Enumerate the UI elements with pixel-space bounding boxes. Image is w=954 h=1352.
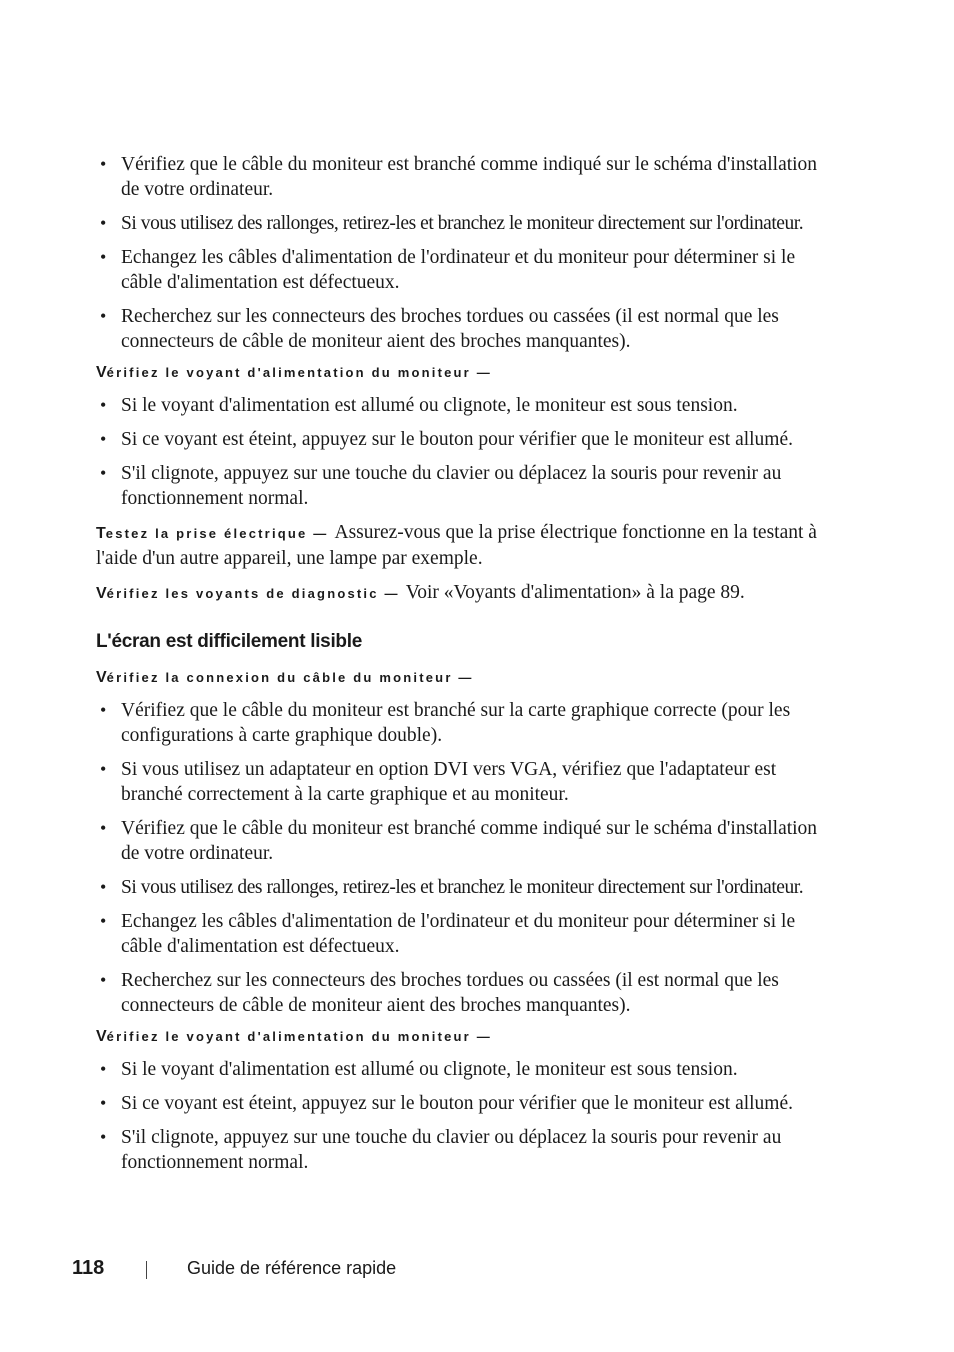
list-item: • Si vous utilisez des rallonges, retirez-les et branchez le moniteur directement sur l'ordinateur. — [96, 875, 831, 900]
list-item: • Recherchez sur les connecteurs des broches tordues ou cassées (il est normal que les connecteurs de câble de moniteur aient des broches manquantes). — [96, 968, 831, 1018]
list-item: • Vérifiez que le câble du moniteur est branché sur la carte graphique correcte (pour les configurations à carte graphique double). — [96, 698, 831, 748]
section-heading: L'écran est difficilement lisible — [96, 631, 362, 652]
page-number: 118 — [72, 1257, 105, 1279]
list-item: • Si le voyant d'alimentation est allumé ou clignote, le moniteur est sous tension. — [96, 393, 831, 418]
bullet-list-cable-connection — [96, 698, 831, 1018]
list-item: • S'il clignote, appuyez sur une touche du clavier ou déplacez la souris pour revenir au fonctionnement normal. — [96, 461, 831, 511]
subheading-outlet: Testez la prise électrique — — [96, 525, 329, 542]
diagnostic-link-text: Voir «Voyants d'alimentation» à la page 89. — [405, 582, 745, 603]
list-item: • Si vous utilisez un adaptateur en option DVI vers VGA, vérifiez que l'adaptateur est branché correctement à la carte graphique et au moniteur. — [96, 757, 831, 807]
list-item: • Si le voyant d'alimentation est allumé ou clignote, le moniteur est sous tension. — [96, 1057, 831, 1082]
subheading-power-light: Vérifiez le voyant d'alimentation du moniteur — — [96, 364, 492, 381]
bullet-list-cable-checks — [96, 152, 831, 354]
list-item: • S'il clignote, appuyez sur une touche du clavier ou déplacez la souris pour revenir au fonctionnement normal. — [96, 1125, 831, 1175]
list-item: • Si vous utilisez des rallonges, retirez-les et branchez le moniteur directement sur l'ordinateur. — [96, 211, 831, 236]
list-item: • Echangez les câbles d'alimentation de l'ordinateur et du moniteur pour déterminer si le câble d'alimentation est défectueux. — [96, 909, 831, 959]
list-item: • Si ce voyant est éteint, appuyez sur le bouton pour vérifier que le moniteur est allumé. — [96, 427, 831, 452]
list-item: • Vérifiez que le câble du moniteur est branché comme indiqué sur le schéma d'installation de votre ordinateur. — [96, 816, 831, 866]
bullet-list-power-light — [96, 1057, 831, 1175]
list-item: • Vérifiez que le câble du moniteur est branché comme indiqué sur le schéma d'installation de votre ordinateur. — [96, 152, 831, 202]
guide-title: Guide de référence rapide — [187, 1258, 397, 1278]
list-item: • Echangez les câbles d'alimentation de l'ordinateur et du moniteur pour déterminer si le câble d'alimentation est défectueux. — [96, 245, 831, 295]
list-item: • Recherchez sur les connecteurs des broches tordues ou cassées (il est normal que les connecteurs de câble de moniteur aient des broches manquantes). — [96, 304, 831, 354]
footer-divider — [146, 1261, 147, 1279]
list-item: • Si ce voyant est éteint, appuyez sur le bouton pour vérifier que le moniteur est allumé. — [96, 1091, 831, 1116]
subheading-diagnostic: Vérifiez les voyants de diagnostic — — [96, 585, 400, 602]
page-content — [96, 152, 831, 1184]
subheading-cable-connection: Vérifiez la connexion du câble du moniteur — — [96, 669, 474, 686]
bullet-list-power-light — [96, 393, 831, 511]
paragraph-diagnostic — [96, 580, 831, 606]
subheading-power-light: Vérifiez le voyant d'alimentation du moniteur — — [96, 1028, 492, 1045]
paragraph-outlet: Testez la prise électrique — Assurez-vous que la prise électrique fonctionne en la testant à l'aide d'un autre appareil, une lampe par exemple. — [96, 522, 817, 569]
